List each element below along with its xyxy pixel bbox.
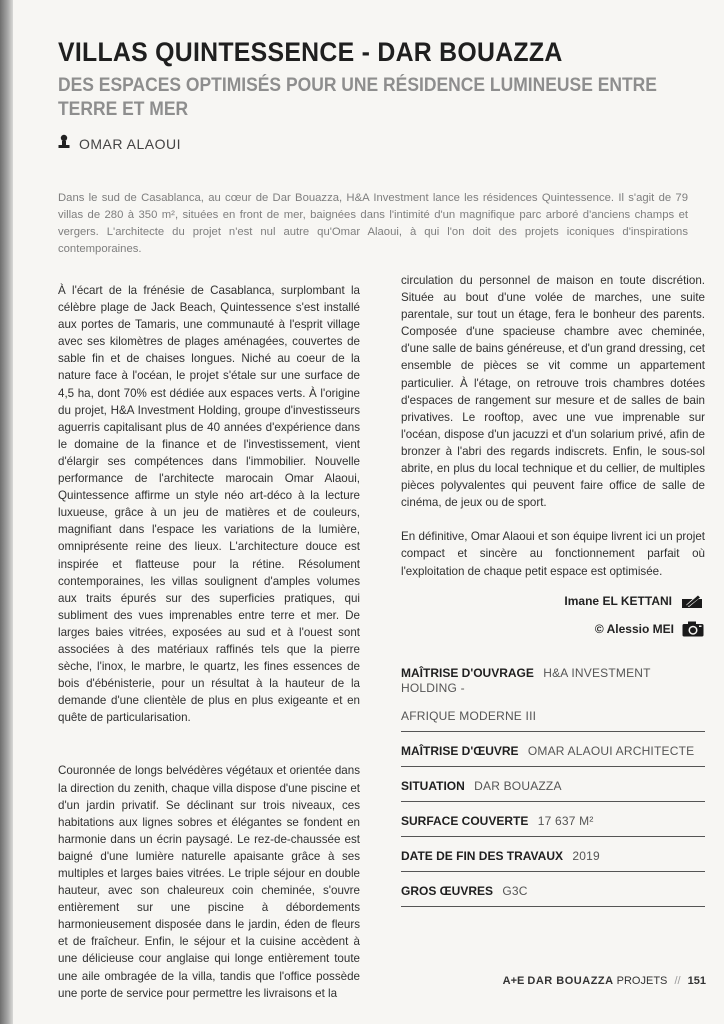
magazine-brand: A+E (502, 975, 525, 987)
pen-writing-icon (680, 593, 704, 609)
spec-row (401, 662, 705, 703)
spec-label: SITUATION (401, 779, 465, 793)
project-specs (401, 662, 705, 907)
body-column-left (58, 282, 360, 1002)
body-paragraph: En définitive, Omar Alaoui et son équipe livrent ici un projet compact et sincère au fonctionnement parfait où l'exploitation de chaque petit espace est optimisée. (401, 530, 705, 578)
body-paragraph: circulation du personnel de maison en toute discrétion. Située au bout d'une volée de marches, une suite parentale, sur tout un étage, fera le bonheur des parents. Composée d'une spacieuse chambre avec cheminée, d'une salle de bains généreuse, et d'un grand dressing, cet ensemble de pièces se vit comme un appartement particulier. À l'étage, on retrouve trois chambres dotées d'espaces de rangement sur mesure et de salles de bain privatives. Le rooftop, avec une vue imprenable sur l'océan, dispose d'un jacuzzi et d'un solarium privé, afin de bronzer à l'abri des regards indiscrets. Enfin, le sous-sol abrite, en plus du local technique et du cellier, de multiples pièces polyvalentes qui peuvent faire office de salle de cinéma, de jeux ou de sport. (401, 274, 705, 510)
footer-place: DAR BOUAZZA (527, 975, 614, 987)
footer-section: PROJETS (616, 975, 668, 987)
spec-label: MAÎTRISE D'OUVRAGE (401, 666, 534, 680)
spec-value: AFRIQUE MODERNE III (401, 709, 537, 723)
spec-row (401, 845, 705, 872)
page-number: 151 (687, 975, 706, 987)
spec-value: OMAR ALAOUI ARCHITECTE (527, 744, 695, 758)
body-paragraph: Couronnée de longs belvédères végétaux et orientée dans la direction du zenith, chaque villa dispose d'une piscine et d'un jardin privatif. Se déclinant sur trois niveaux, ces habitations aux lignes sobres et élégantes se fondent en harmonie dans un écrin paysagé. Le rez-de-chaussée est baigné d'une lumière naturelle apaisante grâce à ses multiples et larges baies vitrées. Le triple séjour en double hauteur, avec son chaleureux coin cheminée, s'ouvre entièrement sur une piscine à débordements harmonieusement disposée dans le jardin, éden de fleurs et de fraîcheur. Enfin, le séjour et la cuisine accèdent à une délicieuse cour anglaise qui longe entièrement toute une aile ombragée de la villa, tandis que l'office possède une porte de service pour permettre les livraisons et la (58, 764, 360, 1000)
article-intro: Dans le sud de Casablanca, au cœur de Dar Bouazza, H&A Investment lance les résidences Quintessence. Il s'agit de 79 villas de 280 à 350 m², situées en front de mer, baignées dans l'intimité d'un magnifique parc arboré d'anciens champs et vergers. L'architecte du projet n'est nul autre qu'Omar Alaoui, à qui l'on doit des projets iconiques d'inspirations contemporaines. (58, 192, 688, 255)
spec-row (401, 740, 705, 767)
spec-row (401, 703, 705, 732)
photographer-name: © Alessio MEI (594, 622, 674, 636)
spec-label: DATE DE FIN DES TRAVAUX (401, 849, 564, 863)
spec-row (401, 810, 705, 837)
spec-label: GROS ŒUVRES (401, 884, 494, 898)
author-line (58, 134, 181, 153)
article-header (58, 36, 708, 122)
spec-value: 17 637 M² (537, 814, 594, 828)
footer-separator: // (674, 975, 681, 987)
camera-icon (682, 621, 704, 637)
spec-value: DAR BOUAZZA (474, 779, 562, 793)
spec-label: SURFACE COUVERTE (401, 814, 529, 828)
page-spine-shadow (0, 0, 13, 1024)
spec-label: MAÎTRISE D'ŒUVRE (401, 744, 519, 758)
writer-name: Imane EL KETTANI (564, 594, 672, 608)
photographer-credit (595, 621, 704, 637)
body-paragraph: À l'écart de la frénésie de Casablanca, surplombant la célèbre plage de Jack Beach, Quintessence s'est installé aux portes de Tamaris, une communauté à l'esprit village avec ses kilomètres de plages aménagées, couvertes de sable fin et de chaises longues. Niché au coeur de la nature face à l'océan, le projet s'étale sur une surface de 4,5 ha, dont 70% est dédiée aux espaces verts. À l'origine du projet, H&A Investment Holding, groupe d'investisseurs aguerris capitalisant plus de 40 années d'expérience dans le domaine de la finance et de l'investissement, vient d'élargir ses compétences dans l'immobilier. Nouvelle performance de l'architecte marocain Omar Alaoui, Quintessence affirme un style néo art-déco à la lecture luxueuse, grâce à un jeu de matières et de couleurs, magnifiant dans l'espace les variations de la lumière, omniprésente reine des lieux. L'architecture douce est inspirée et flatteuse pour la rétine. Résolument contemporaines, les villas soulignent d'amples volumes aux traits épurés sur des superficies pratiques, qui subliment des vues imprenables entre terre et mer. De larges baies vitrées, exposées au sud et à l'ouest sont associées à des matériaux raffinés tels que la pierre sèche, l'inox, le marbre, le quartz, les fines essences de bois d'ébénisterie, pour un résultat à la hauteur de la demande d'une clientèle de plus en plus exigeante et en quête de particularisation. (58, 284, 360, 725)
author-name: OMAR ALAOUI (79, 135, 181, 152)
spec-row (401, 880, 705, 907)
article-subtitle: DES ESPACES OPTIMISÉS POUR UNE RÉSIDENCE LUMINEUSE ENTRE TERRE ET MER (58, 75, 657, 120)
spec-value: H&A INVESTMENT HOLDING - (401, 666, 651, 695)
body-column-right (401, 272, 705, 580)
writer-credit (564, 593, 704, 609)
spec-value: G3C (502, 884, 528, 898)
article-title: VILLAS QUINTESSENCE - DAR BOUAZZA (58, 37, 563, 67)
page-footer (503, 975, 706, 987)
spec-value: 2019 (572, 849, 600, 863)
spec-row (401, 775, 705, 802)
person-icon (58, 134, 70, 153)
